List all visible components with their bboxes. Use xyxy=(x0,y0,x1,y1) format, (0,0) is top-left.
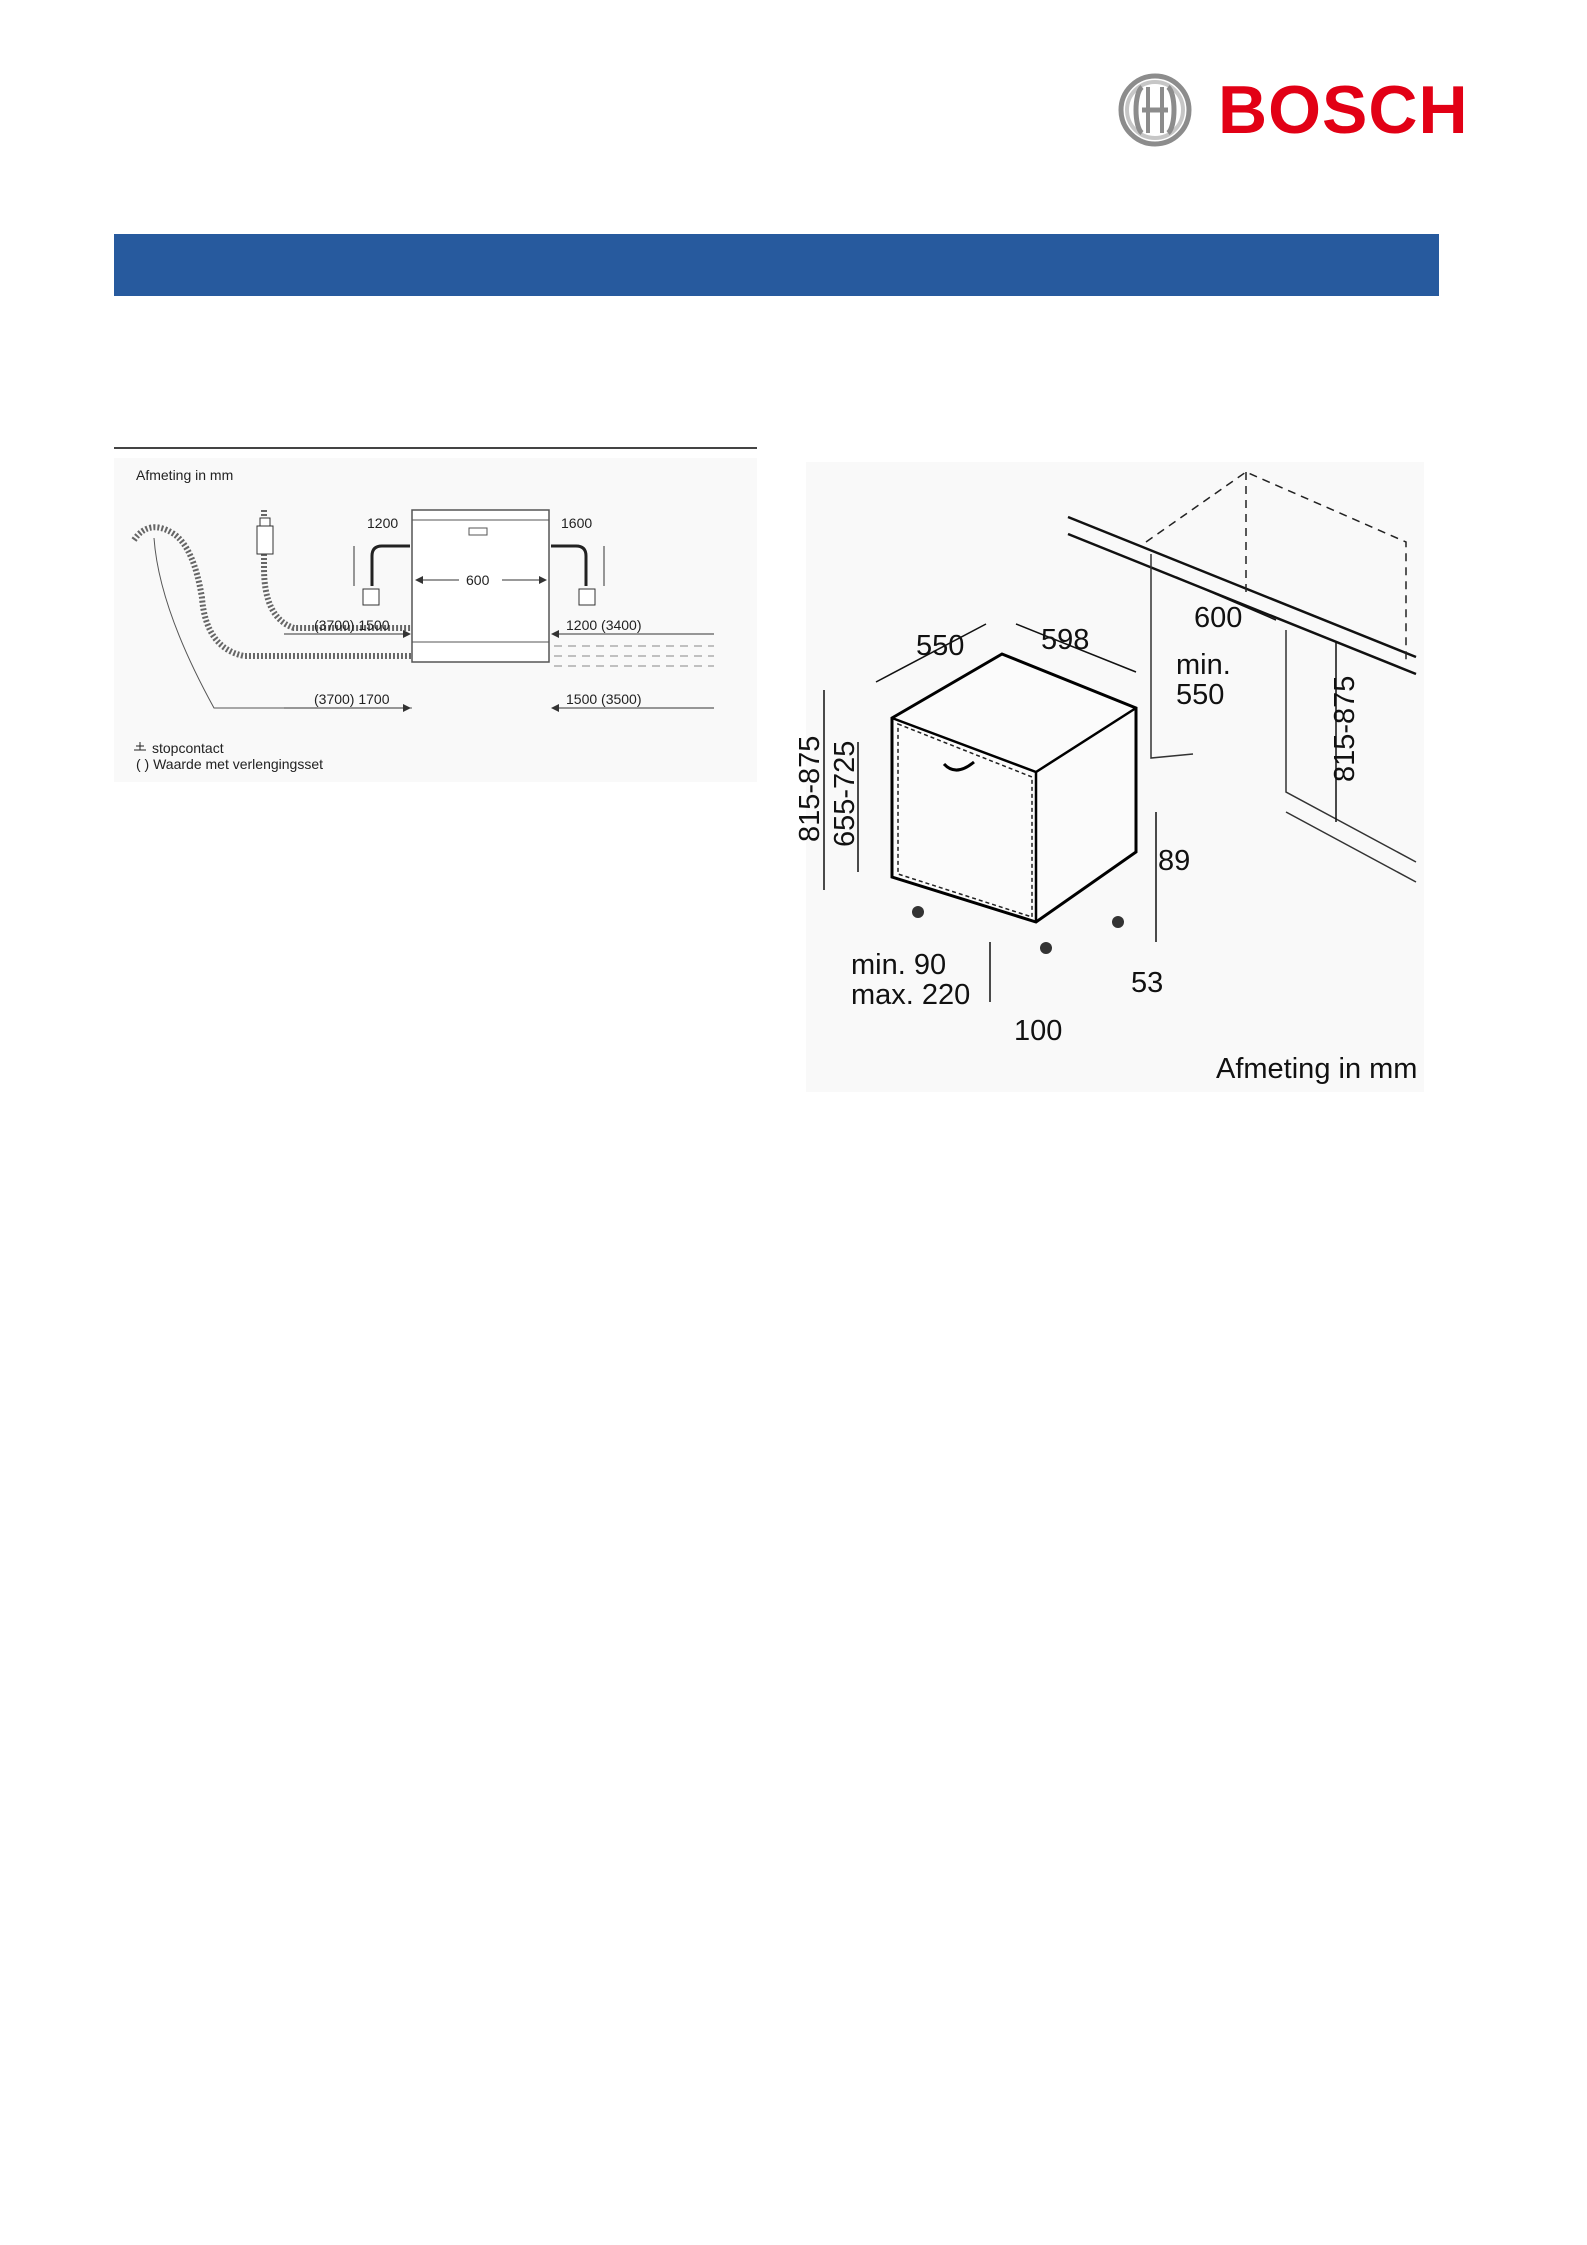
dim-left-hose-bottom: (3700) 1700 xyxy=(314,691,390,707)
bosch-armature-icon xyxy=(1118,73,1192,147)
dim-niche-depth-550: 550 xyxy=(1176,679,1225,711)
dim-niche-height: 815-875 xyxy=(1329,675,1361,782)
bosch-logo xyxy=(1118,70,1469,150)
socket-left xyxy=(363,589,379,605)
dim-total-height: 815-875 xyxy=(794,735,826,842)
niche-dimension-diagram xyxy=(794,462,1424,1092)
brand-name: BOSCH xyxy=(1218,72,1469,148)
section-rule xyxy=(114,447,757,449)
dim-plinth-89: 89 xyxy=(1158,845,1191,877)
dim-1200: 1200 xyxy=(367,515,399,531)
dim-1600: 1600 xyxy=(561,515,593,531)
dim-plinth-min: min. 90 xyxy=(851,949,947,981)
legend-extension: ( ) Waarde met verlengingsset xyxy=(136,756,323,772)
niche-diagram-svg xyxy=(794,462,1424,1092)
title-banner xyxy=(114,234,1439,296)
dim-right-hose-bottom: 1500 (3500) xyxy=(566,691,642,707)
dim-depth-550: 550 xyxy=(916,630,965,662)
dim-width-598: 598 xyxy=(1041,624,1090,656)
socket-right xyxy=(579,589,595,605)
dim-plinth-53: 53 xyxy=(1131,967,1164,999)
dim-door-height: 655-725 xyxy=(829,740,861,847)
dim-niche-depth-min: min. xyxy=(1176,649,1231,681)
legend-socket: stopcontact xyxy=(152,740,224,756)
hose-diagram-svg xyxy=(114,458,757,782)
socket-icon xyxy=(134,742,146,750)
dim-niche-width-600: 600 xyxy=(1194,602,1243,634)
dim-plinth-max: max. 220 xyxy=(851,979,971,1011)
dim-plinth-depth-100: 100 xyxy=(1014,1015,1063,1047)
left-caption: Afmeting in mm xyxy=(136,467,234,483)
hose-length-diagram xyxy=(114,458,757,782)
dim-left-hose-top: (3700) 1500 xyxy=(314,617,390,633)
dim-right-hose-top: 1200 (3400) xyxy=(566,617,642,633)
right-caption: Afmeting in mm xyxy=(1216,1053,1418,1085)
width-600: 600 xyxy=(466,572,490,588)
